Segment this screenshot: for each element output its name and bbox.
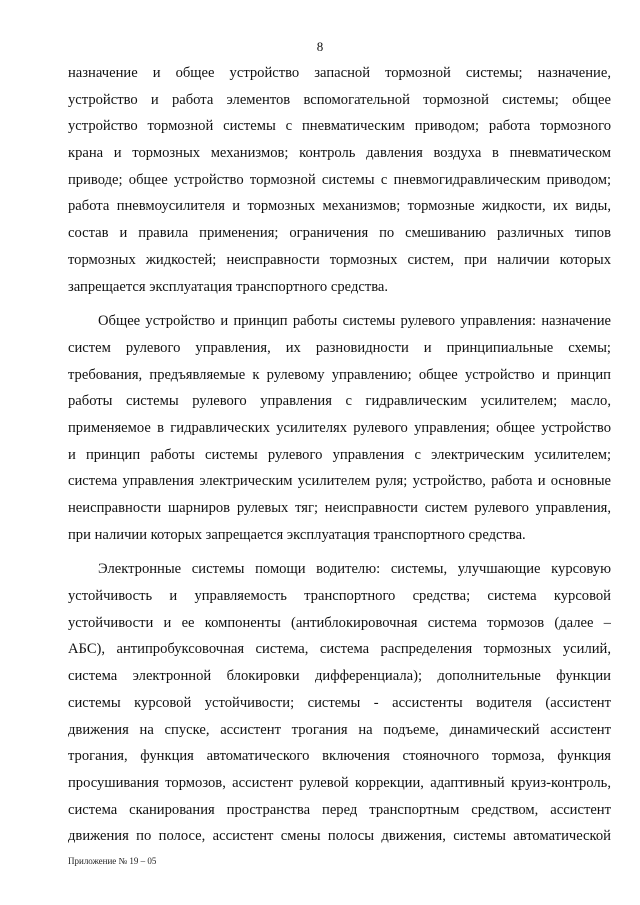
text-line: состав и правила применения; ограничения по смешиванию различных типов	[68, 225, 611, 242]
text-line: система управления электрическим усилителем руля; устройство, работа и основные	[68, 473, 611, 490]
text-line: систем рулевого управления, их разновидности и принципиальные схемы;	[68, 339, 611, 356]
text-line: Общее устройство и принцип работы системы рулевого управления: назначение	[98, 313, 611, 330]
text-line: система сканирования пространства перед транспортным средством, ассистент	[68, 801, 611, 818]
paragraph-steering-system	[68, 308, 611, 548]
text-line: и принцип работы системы рулевого управления с электрическим усилителем;	[68, 446, 611, 463]
text-line: устойчивость и управляемость транспортного средства; система курсовой	[68, 588, 611, 605]
text-line: устройство тормозной системы с пневматическим приводом; работа тормозного	[68, 118, 611, 135]
text-line: Электронные системы помощи водителю: системы, улучшающие курсовую	[98, 561, 611, 578]
text-line: приводе; общее устройство тормозной системы с пневмогидравлическим приводом;	[68, 171, 611, 188]
paragraph-brake-systems	[68, 60, 611, 300]
text-line: трогания, функция автоматического включения стояночного тормоза, функция	[68, 748, 611, 765]
text-line: устойчивости и ее компоненты (антиблокировочная система тормозов (далее –	[68, 614, 611, 631]
paragraph-gap	[68, 300, 611, 308]
text-line: назначение и общее устройство запасной тормозной системы; назначение,	[68, 65, 611, 81]
text-line: движения на спуске, ассистент трогания на подъеме, динамический ассистент	[68, 721, 611, 738]
text-line: движения по полосе, ассистент смены полосы движения, системы автоматической	[68, 828, 611, 845]
text-line: тормозных жидкостей; неисправности тормозных систем, при наличии которых	[68, 251, 611, 268]
body-text	[68, 60, 611, 850]
paragraph-gap	[68, 548, 611, 556]
text-line: требования, предъявляемые к рулевому управлению; общее устройство и принцип	[68, 366, 611, 383]
text-line: крана и тормозных механизмов; контроль давления воздуха в пневматическом	[68, 145, 611, 162]
text-line: системы курсовой устойчивости; системы - ассистенты водителя (ассистент	[68, 694, 611, 711]
text-line: работы системы рулевого управления с гидравлическим усилителем; масло,	[68, 393, 611, 410]
text-line: АБС), антипробуксовочная система, система распределения тормозных усилий,	[68, 641, 611, 658]
footer-appendix-label: Приложение № 19 – 05	[68, 856, 157, 866]
text-line: работа пневмоусилителя и тормозных механизмов; тормозные жидкости, их виды,	[68, 198, 611, 215]
text-line: запрещается эксплуатация транспортного средства.	[68, 278, 389, 295]
text-line: устройство и работа элементов вспомогательной тормозной системы; общее	[68, 91, 611, 108]
text-line: неисправности шарниров рулевых тяг; неисправности систем рулевого управления,	[68, 500, 611, 516]
text-line: применяемое в гидравлических усилителях рулевого управления; общее устройство	[68, 419, 611, 436]
page-number: 8	[316, 39, 324, 54]
paragraph-driver-assistance	[68, 556, 611, 850]
text-line: при наличии которых запрещается эксплуатация транспортного средства.	[68, 526, 526, 543]
text-line: система электронной блокировки дифференциала); дополнительные функции	[68, 668, 611, 685]
text-line: просушивания тормозов, ассистент рулевой коррекции, адаптивный круиз-контроль,	[68, 774, 611, 791]
